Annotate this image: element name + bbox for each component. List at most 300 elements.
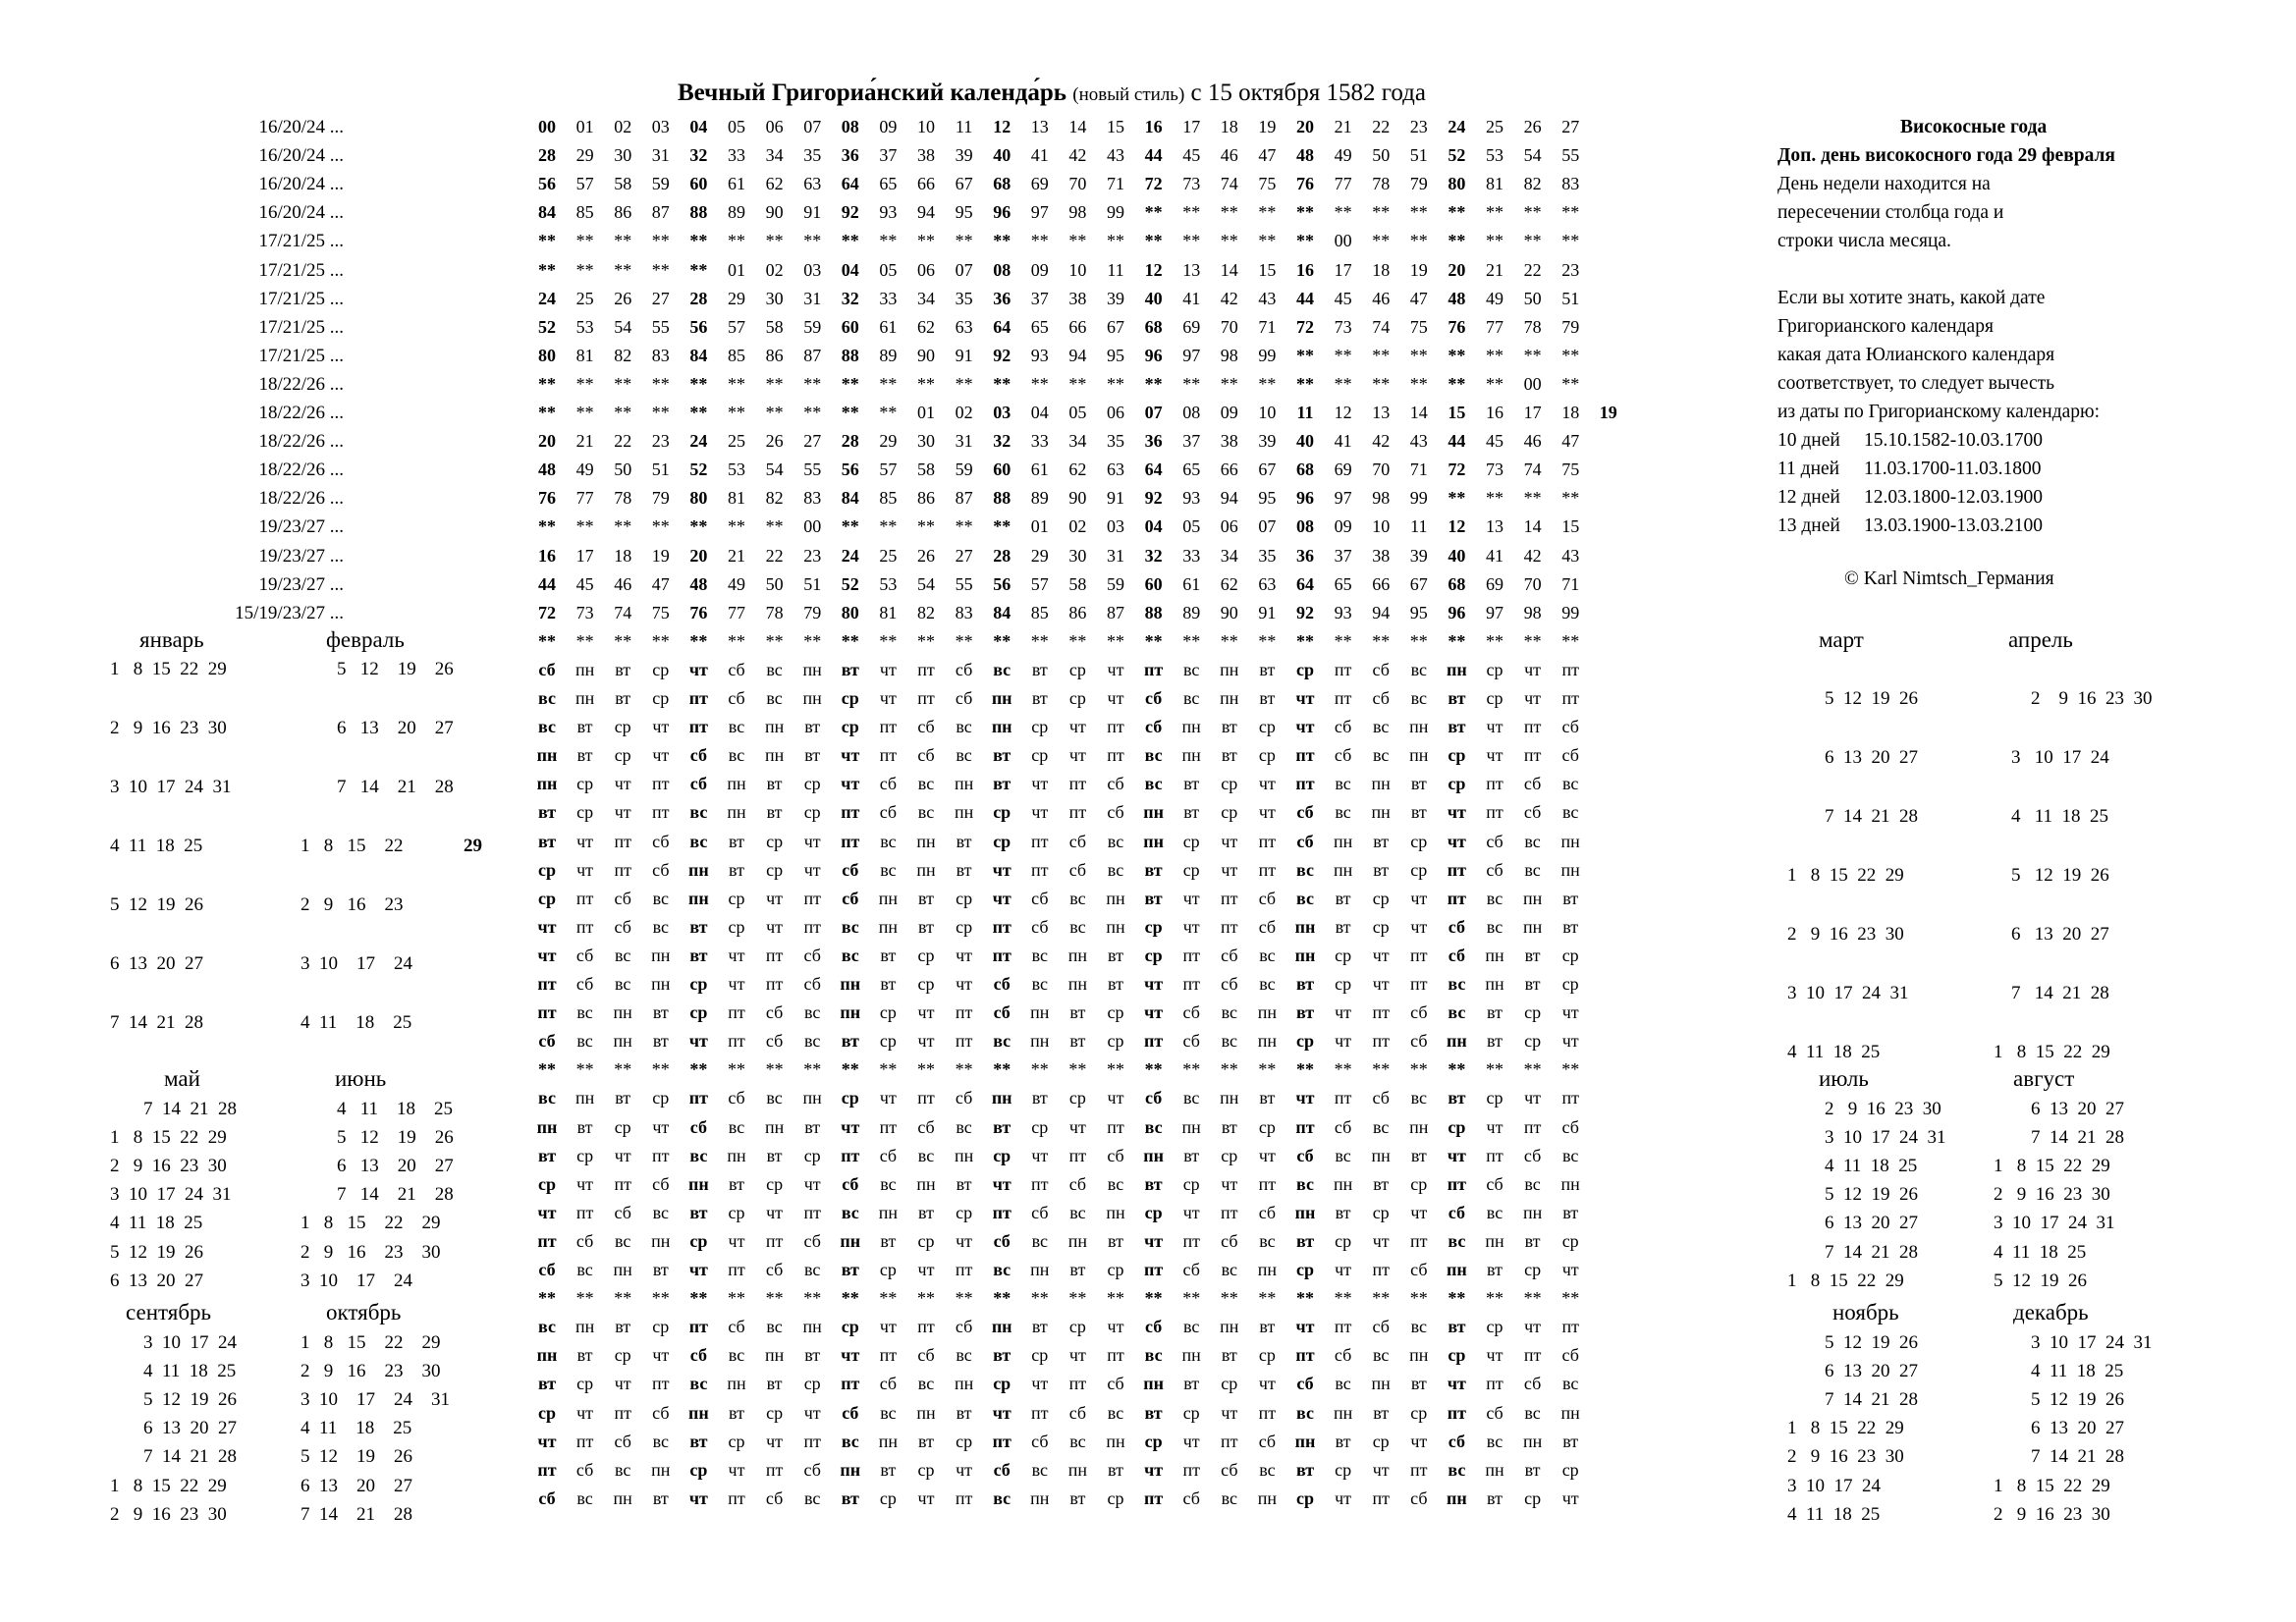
year-cell: 74 — [1220, 174, 1238, 194]
weekday-cell: вс — [1296, 1402, 1314, 1423]
weekday-cell: пт — [803, 888, 821, 908]
weekday-cell: вт — [1031, 659, 1048, 679]
julian-line: какая дата Юлианского календаря — [1777, 345, 2055, 365]
year-cell: 20 — [689, 545, 708, 566]
weekday-cell: пн — [916, 859, 936, 880]
june-days: 2 9 16 23 30 — [301, 1241, 441, 1263]
april-days: 6 13 20 27 — [2011, 924, 2109, 945]
weekday-cell: ** — [1220, 630, 1238, 651]
weekday-cell: сб — [1258, 888, 1277, 908]
weekday-cell: чт — [956, 1459, 973, 1480]
weekday-cell: вс — [1144, 1116, 1163, 1137]
year-cell: 22 — [1523, 259, 1542, 280]
weekday-cell: пн — [840, 1002, 861, 1023]
year-cell: 60 — [689, 174, 708, 194]
weekday-cell: ср — [879, 1487, 897, 1508]
weekday-cell: сб — [1144, 688, 1163, 708]
weekday-cell: ** — [917, 1288, 935, 1309]
weekday-cell: пн — [764, 1116, 785, 1137]
june-days: 6 13 20 27 — [337, 1156, 454, 1177]
february-days: 3 10 17 24 — [301, 953, 412, 974]
weekday-cell: пн — [1067, 974, 1088, 994]
october-days: 4 11 18 25 — [301, 1418, 412, 1439]
weekday-cell: вт — [841, 1260, 859, 1279]
weekday-cell: ** — [1296, 1059, 1314, 1080]
year-cell: ** — [1486, 231, 1503, 251]
weekday-cell: ср — [917, 1230, 935, 1251]
weekday-cell: вт — [729, 859, 744, 880]
weekday-cell: ** — [1523, 1059, 1542, 1080]
weekday-cell: пт — [841, 1145, 860, 1165]
year-cell: 52 — [1448, 145, 1466, 166]
weekday-cell: вс — [841, 1431, 859, 1451]
year-cell: 15 — [1107, 117, 1124, 136]
weekday-cell: чт — [992, 859, 1011, 880]
weekday-cell: пт — [1221, 916, 1238, 937]
weekday-cell: вс — [1335, 802, 1351, 823]
june-days: 4 11 18 25 — [337, 1099, 454, 1119]
weekday-cell: ** — [1068, 1059, 1087, 1080]
year-cell: 64 — [993, 316, 1011, 337]
year-cell: 77 — [1334, 174, 1352, 194]
weekday-cell: вт — [576, 717, 593, 737]
year-cell: 52 — [841, 573, 859, 594]
year-cell: ** — [728, 373, 745, 394]
november-days: 4 11 18 25 — [1787, 1503, 1881, 1525]
weekday-cell: вт — [880, 945, 897, 965]
august-days: 3 10 17 24 31 — [1994, 1213, 2115, 1234]
weekday-cell: вт — [956, 1402, 972, 1423]
weekday-cell: сб — [1221, 974, 1238, 994]
weekday-cell: пт — [1523, 745, 1542, 766]
weekday-cell: чт — [766, 916, 784, 937]
weekday-cell: сб — [689, 774, 707, 794]
year-cell: ** — [575, 516, 594, 537]
weekday-cell: чт — [1068, 1345, 1086, 1366]
weekday-cell: ср — [1031, 745, 1049, 766]
weekday-cell: сб — [1410, 1260, 1428, 1279]
weekday-cell: вт — [1221, 717, 1237, 737]
year-cell: 95 — [1107, 345, 1124, 365]
weekday-cell: ** — [1561, 1288, 1580, 1309]
weekday-cell: ср — [1561, 1230, 1579, 1251]
year-cell: 29 — [1030, 545, 1049, 566]
year-cell: ** — [651, 516, 670, 537]
weekday-cell: ср — [538, 1173, 556, 1194]
year-cell: 23 — [1409, 117, 1428, 136]
year-cell: 47 — [1258, 145, 1277, 166]
weekday-cell: чт — [1295, 688, 1315, 708]
weekday-cell: пн — [878, 888, 899, 908]
weekday-cell: пт — [1372, 1260, 1390, 1279]
weekday-cell: сб — [1221, 945, 1238, 965]
year-cell: 19 — [1409, 259, 1428, 280]
weekday-cell: пт — [1258, 859, 1277, 880]
year-cell: 15 — [1258, 259, 1277, 280]
weekday-cell: ср — [1448, 1345, 1466, 1366]
november-days: 6 13 20 27 — [1825, 1361, 1918, 1382]
weekday-cell: ** — [538, 1059, 556, 1080]
year-cell: 82 — [917, 602, 935, 622]
year-cell: ** — [1561, 231, 1580, 251]
weekday-cell: пт — [1372, 1487, 1390, 1508]
weekday-cell: вс — [880, 831, 897, 851]
weekday-cell: вт — [689, 916, 708, 937]
weekday-cell: вс — [880, 859, 897, 880]
march-days: 1 8 15 22 29 — [1787, 865, 1904, 886]
weekday-cell: пт — [1143, 659, 1164, 679]
february-days: 2 9 16 23 — [301, 894, 404, 915]
weekday-cell: сб — [1334, 1345, 1352, 1366]
year-cell: 34 — [1068, 431, 1087, 452]
year-cell: ** — [1561, 488, 1580, 509]
weekday-cell: вт — [729, 831, 744, 851]
year-cell: 16 — [538, 545, 556, 566]
weekday-cell: пт — [1561, 688, 1579, 708]
year-cell: ** — [1296, 202, 1314, 223]
weekday-cell: ** — [1448, 630, 1466, 651]
year-cell: 38 — [1220, 431, 1238, 452]
weekday-cell: сб — [1031, 888, 1049, 908]
weekday-cell: ** — [765, 630, 784, 651]
weekday-cell: ср — [1486, 1088, 1503, 1108]
weekday-cell: вс — [1221, 1487, 1237, 1508]
weekday-cell: вт — [1031, 1317, 1048, 1337]
july-days: 6 13 20 27 — [1825, 1213, 1918, 1234]
instruction-line: строки числа месяца. — [1777, 231, 1951, 251]
weekday-cell: пт — [803, 1202, 821, 1222]
weekday-cell: ср — [576, 1374, 594, 1394]
year-cell: 83 — [955, 602, 973, 622]
weekday-cell: сб — [538, 1031, 556, 1052]
weekday-cell: пн — [1447, 1031, 1467, 1052]
year-cell: 26 — [917, 545, 935, 566]
year-cell: 19 — [1599, 403, 1617, 422]
year-cell: 99 — [1107, 202, 1124, 223]
weekday-cell: чт — [1221, 1173, 1238, 1194]
weekday-cell: вт — [652, 1002, 669, 1023]
weekday-cell: чт — [1221, 831, 1238, 851]
weekday-cell: чт — [1335, 1260, 1352, 1279]
weekday-cell: ср — [993, 831, 1011, 851]
year-cell: 99 — [1258, 345, 1277, 365]
year-cell: 54 — [614, 316, 632, 337]
year-prefix: 18/22/26 ... — [258, 460, 344, 481]
weekday-cell: сб — [1107, 1145, 1124, 1165]
year-cell: ** — [1448, 373, 1466, 394]
weekday-cell: пт — [1486, 1374, 1503, 1394]
year-cell: 07 — [1258, 516, 1277, 537]
year-cell: 08 — [1182, 403, 1201, 422]
weekday-cell: ** — [575, 630, 594, 651]
weekday-cell: вт — [1108, 974, 1123, 994]
weekday-cell: сб — [575, 945, 594, 965]
weekday-cell: пн — [688, 1402, 709, 1423]
year-cell: ** — [1409, 202, 1428, 223]
weekday-cell: пт — [1410, 1459, 1428, 1480]
year-cell: 43 — [1561, 545, 1580, 566]
weekday-cell: чт — [1182, 1202, 1200, 1222]
year-cell: 40 — [993, 145, 1011, 166]
year-cell: 61 — [879, 316, 898, 337]
year-cell: 48 — [1296, 145, 1314, 166]
weekday-cell: сб — [1486, 1173, 1503, 1194]
weekday-cell: чт — [1410, 916, 1428, 937]
year-cell: 11 — [1107, 259, 1124, 280]
weekday-cell: сб — [1258, 916, 1277, 937]
year-cell: 10 — [917, 117, 935, 136]
weekday-cell: ср — [652, 688, 670, 708]
weekday-cell: ср — [803, 774, 821, 794]
year-cell: ** — [1182, 373, 1201, 394]
year-cell: ** — [879, 373, 898, 394]
weekday-cell: вс — [1448, 974, 1466, 994]
weekday-cell: пт — [841, 831, 860, 851]
weekday-cell: ** — [1107, 1288, 1124, 1309]
weekday-cell: вс — [689, 1374, 708, 1394]
weekday-cell: сб — [1486, 831, 1503, 851]
year-cell: 36 — [1144, 431, 1163, 452]
year-cell: 82 — [1523, 174, 1542, 194]
year-cell: 17 — [1334, 259, 1352, 280]
year-cell: 75 — [1409, 316, 1428, 337]
year-cell: 13 — [1030, 117, 1049, 136]
weekday-cell: ** — [575, 1059, 594, 1080]
may-days: 1 8 15 22 29 — [110, 1127, 227, 1149]
weekday-cell: вс — [1259, 1230, 1276, 1251]
weekday-cell: пн — [613, 1487, 632, 1508]
weekday-cell: вс — [1410, 1317, 1427, 1337]
year-cell: 69 — [1486, 573, 1503, 594]
year-cell: 60 — [993, 460, 1011, 480]
weekday-cell: ср — [1372, 1431, 1390, 1451]
weekday-cell: ** — [879, 630, 898, 651]
weekday-cell: чт — [1561, 1260, 1579, 1279]
weekday-cell: ** — [1448, 1288, 1466, 1309]
weekday-cell: чт — [1410, 888, 1428, 908]
year-cell: 88 — [841, 345, 859, 365]
year-prefix: 18/22/26 ... — [258, 403, 344, 423]
year-cell: ** — [614, 373, 632, 394]
weekday-cell: ** — [803, 1288, 822, 1309]
weekday-cell: вс — [993, 1487, 1011, 1508]
weekday-cell: вт — [1562, 916, 1579, 937]
year-cell: 02 — [765, 259, 784, 280]
year-cell: 20 — [1296, 117, 1314, 136]
year-cell: 73 — [1182, 174, 1201, 194]
weekday-cell: сб — [1296, 831, 1314, 851]
year-cell: ** — [993, 231, 1011, 251]
weekday-cell: ср — [1144, 1431, 1163, 1451]
year-prefix: 17/21/25 ... — [258, 231, 344, 252]
weekday-cell: пт — [614, 831, 631, 851]
year-cell: 58 — [1068, 573, 1087, 594]
weekday-cell: пт — [992, 945, 1011, 965]
weekday-cell: ср — [538, 888, 556, 908]
weekday-cell: ** — [841, 1288, 859, 1309]
weekday-cell: вс — [652, 916, 669, 937]
weekday-cell: чт — [1447, 1145, 1466, 1165]
weekday-cell: вт — [729, 1173, 744, 1194]
year-cell: 17 — [1182, 117, 1201, 136]
year-cell: ** — [1258, 373, 1277, 394]
year-cell: 01 — [917, 403, 935, 422]
weekday-cell: вт — [1295, 1002, 1315, 1023]
weekday-cell: вс — [1335, 774, 1351, 794]
year-cell: ** — [955, 516, 973, 537]
weekday-cell: пт — [992, 1431, 1011, 1451]
year-cell: 31 — [651, 145, 670, 166]
weekday-cell: пт — [1295, 774, 1315, 794]
weekday-cell: ср — [879, 1002, 897, 1023]
weekday-cell: вс — [1144, 745, 1163, 766]
weekday-cell: ** — [955, 1288, 973, 1309]
weekday-cell: ** — [1486, 630, 1503, 651]
weekday-cell: ср — [1144, 916, 1163, 937]
weekday-cell: чт — [1182, 916, 1200, 937]
weekday-cell: чт — [1524, 659, 1542, 679]
weekday-cell: вс — [917, 802, 935, 823]
weekday-cell: вс — [1561, 774, 1579, 794]
year-cell: 29 — [879, 431, 898, 452]
weekday-cell: сб — [1031, 1202, 1049, 1222]
september-days: 1 8 15 22 29 — [110, 1475, 227, 1496]
year-cell: 27 — [803, 431, 822, 452]
weekday-cell: ** — [575, 1288, 594, 1309]
weekday-cell: пт — [1486, 802, 1503, 823]
weekday-cell: вс — [614, 1230, 631, 1251]
weekday-cell: пн — [1485, 974, 1504, 994]
september-days: 7 14 21 28 — [143, 1446, 237, 1468]
weekday-cell: пт — [1523, 717, 1542, 737]
year-cell: 94 — [1372, 602, 1391, 622]
year-cell: 46 — [1523, 431, 1542, 452]
weekday-cell: вт — [841, 1487, 859, 1508]
weekday-cell: сб — [652, 859, 670, 880]
year-cell: 09 — [1030, 259, 1049, 280]
year-cell: 73 — [1334, 316, 1352, 337]
weekday-cell: вт — [537, 1374, 557, 1394]
weekday-cell: пн — [1067, 1230, 1088, 1251]
year-cell: ** — [993, 516, 1011, 537]
year-cell: 58 — [917, 460, 935, 480]
weekday-cell: вс — [917, 1145, 935, 1165]
weekday-cell: сб — [1258, 1202, 1277, 1222]
year-cell: 17 — [575, 545, 594, 566]
year-cell: 53 — [728, 460, 745, 480]
year-cell: 75 — [1561, 460, 1580, 480]
weekday-cell: чт — [576, 859, 594, 880]
year-cell: 73 — [575, 602, 594, 622]
year-cell: 47 — [651, 573, 670, 594]
weekday-cell: пн — [916, 1402, 936, 1423]
weekday-cell: пт — [575, 888, 594, 908]
weekday-cell: сб — [1372, 659, 1390, 679]
weekday-cell: чт — [917, 1002, 935, 1023]
weekday-cell: пн — [878, 916, 899, 937]
august-days: 6 13 20 27 — [2031, 1099, 2124, 1119]
weekday-cell: пн — [1030, 1260, 1050, 1279]
year-cell: 07 — [1144, 403, 1163, 422]
weekday-cell: ср — [1031, 717, 1049, 737]
weekday-cell: пн — [1447, 659, 1467, 679]
year-cell: 97 — [1486, 602, 1503, 622]
year-cell: 22 — [765, 545, 784, 566]
year-cell: 09 — [1334, 516, 1352, 537]
year-cell: 04 — [1144, 516, 1163, 537]
weekday-cell: сб — [765, 1002, 784, 1023]
weekday-cell: пт — [1561, 1088, 1579, 1108]
march-days: 4 11 18 25 — [1787, 1042, 1881, 1062]
year-prefix: 18/22/26 ... — [258, 488, 344, 510]
weekday-cell: вт — [1108, 945, 1123, 965]
year-cell: 25 — [728, 431, 745, 452]
weekday-cell: вт — [1108, 1230, 1123, 1251]
year-cell: 63 — [1258, 573, 1277, 594]
year-cell: ** — [575, 231, 594, 251]
year-cell: ** — [1486, 345, 1503, 365]
year-cell: 51 — [803, 573, 822, 594]
weekday-cell: ср — [766, 831, 784, 851]
weekday-cell: чт — [688, 1260, 708, 1279]
weekday-cell: ** — [689, 1288, 708, 1309]
year-cell: 30 — [1068, 545, 1087, 566]
year-cell: 13 — [1486, 516, 1503, 537]
weekday-cell: ср — [956, 888, 973, 908]
weekday-cell: сб — [1296, 1145, 1314, 1165]
weekday-cell: ** — [1068, 1288, 1087, 1309]
year-cell: 83 — [651, 345, 670, 365]
weekday-cell: пн — [1257, 1260, 1278, 1279]
weekday-cell: сб — [993, 1230, 1011, 1251]
october-days: 7 14 21 28 — [301, 1503, 412, 1525]
weekday-cell: вс — [538, 717, 556, 737]
year-cell: ** — [1448, 488, 1466, 509]
weekday-cell: пн — [1333, 859, 1353, 880]
weekday-cell: вт — [537, 831, 557, 851]
weekday-cell: сб — [842, 888, 859, 908]
weekday-cell: ср — [1561, 945, 1579, 965]
month-april: апрель — [2008, 627, 2073, 652]
year-cell: 31 — [803, 288, 822, 308]
weekday-cell: чт — [879, 688, 897, 708]
year-prefix: 19/23/27 ... — [258, 545, 344, 567]
weekday-cell: вт — [1069, 1031, 1086, 1052]
weekday-cell: вс — [1221, 1260, 1237, 1279]
weekday-cell: ** — [1258, 630, 1277, 651]
year-cell: 25 — [575, 288, 594, 308]
weekday-cell: пн — [1220, 659, 1239, 679]
year-cell: 45 — [1182, 145, 1201, 166]
year-cell: 70 — [1372, 460, 1391, 480]
weekday-cell: пн — [536, 1116, 558, 1137]
year-cell: 69 — [1182, 316, 1201, 337]
weekday-cell: чт — [614, 774, 631, 794]
weekday-cell: пн — [1067, 1459, 1088, 1480]
year-cell: 24 — [841, 545, 859, 566]
weekday-cell: вт — [1259, 1317, 1276, 1337]
weekday-cell: ср — [1486, 659, 1503, 679]
year-cell: 90 — [917, 345, 935, 365]
weekday-cell: пн — [878, 1202, 899, 1222]
august-days: 5 12 19 26 — [1994, 1270, 2087, 1291]
weekday-cell: вт — [1069, 1260, 1086, 1279]
weekday-cell: чт — [1295, 1317, 1315, 1337]
weekday-cell: чт — [652, 1345, 670, 1366]
year-cell: 30 — [765, 288, 784, 308]
weekday-cell: пн — [1560, 831, 1580, 851]
weekday-cell: пн — [688, 1173, 709, 1194]
